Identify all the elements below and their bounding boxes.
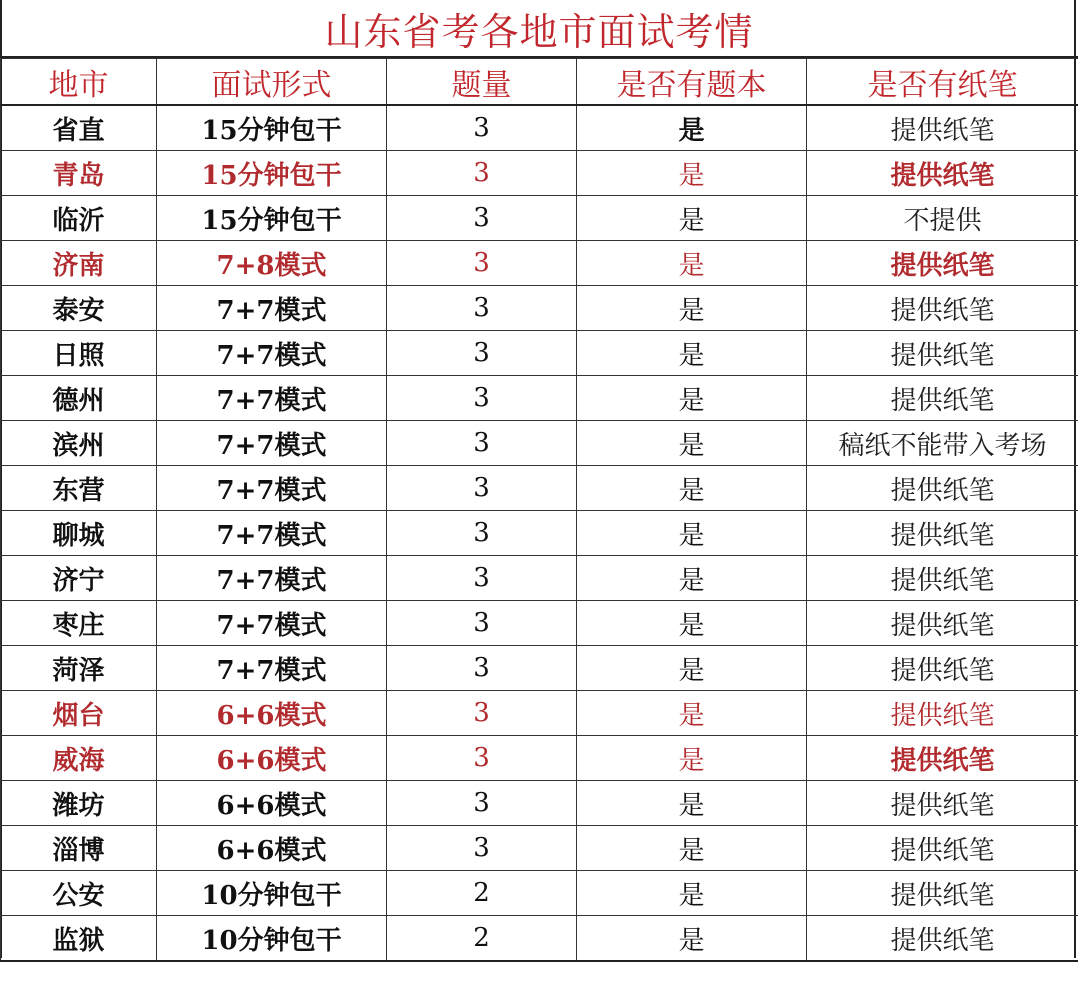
mode-cell: 7+7模式 [157,376,387,421]
mode-cell: 7+8模式 [157,241,387,286]
city-cell: 监狱 [1,916,157,962]
pen-cell: 提供纸笔 [807,376,1078,421]
pen-cell: 提供纸笔 [807,241,1078,286]
mode-cell: 7+7模式 [157,421,387,466]
pen-cell: 提供纸笔 [807,105,1078,151]
city-cell: 滨州 [1,421,157,466]
pen-cell: 提供纸笔 [807,871,1078,916]
qty-cell: 3 [387,241,577,286]
table-row [1,826,1078,871]
book-cell: 是 [577,691,807,736]
pen-cell: 提供纸笔 [807,331,1078,376]
book-cell: 是 [577,331,807,376]
mode-cell: 6+6模式 [157,826,387,871]
book-cell: 是 [577,916,807,962]
city-cell: 日照 [1,331,157,376]
pen-cell: 提供纸笔 [807,151,1078,196]
city-cell: 菏泽 [1,646,157,691]
table-row [1,736,1078,781]
mode-cell: 7+7模式 [157,466,387,511]
book-cell: 是 [577,376,807,421]
city-cell: 济宁 [1,556,157,601]
qty-cell: 3 [387,646,577,691]
city-cell: 省直 [1,105,157,151]
table-row [1,646,1078,691]
city-cell: 烟台 [1,691,157,736]
city-cell: 东营 [1,466,157,511]
qty-cell: 3 [387,331,577,376]
book-cell: 是 [577,511,807,556]
qty-cell: 3 [387,781,577,826]
book-cell: 是 [577,196,807,241]
table-row [1,196,1078,241]
header-mode: 面试形式 [157,59,387,106]
mode-cell: 7+7模式 [157,556,387,601]
pen-cell: 提供纸笔 [807,601,1078,646]
mode-cell: 7+7模式 [157,331,387,376]
book-cell: 是 [577,601,807,646]
table-header-row [1,59,1078,106]
pen-cell: 提供纸笔 [807,691,1078,736]
mode-cell: 7+7模式 [157,286,387,331]
mode-cell: 15分钟包干 [157,196,387,241]
city-cell: 德州 [1,376,157,421]
qty-cell: 3 [387,421,577,466]
qty-cell: 2 [387,916,577,962]
mode-cell: 10分钟包干 [157,871,387,916]
mode-cell: 7+7模式 [157,646,387,691]
qty-cell: 3 [387,556,577,601]
table-row [1,871,1078,916]
pen-cell: 不提供 [807,196,1078,241]
pen-cell: 稿纸不能带入考场 [807,421,1078,466]
book-cell: 是 [577,826,807,871]
page-title: 山东省考各地市面试考情 [0,0,1078,58]
city-cell: 淄博 [1,826,157,871]
pen-cell: 提供纸笔 [807,286,1078,331]
city-cell: 泰安 [1,286,157,331]
table-row [1,105,1078,151]
pen-cell: 提供纸笔 [807,466,1078,511]
qty-cell: 3 [387,826,577,871]
table-row [1,601,1078,646]
city-cell: 济南 [1,241,157,286]
pen-cell: 提供纸笔 [807,646,1078,691]
mode-cell: 6+6模式 [157,781,387,826]
book-cell: 是 [577,241,807,286]
mode-cell: 10分钟包干 [157,916,387,962]
table-row [1,151,1078,196]
table-row [1,376,1078,421]
table-row [1,421,1078,466]
table-row [1,916,1078,962]
table-row [1,286,1078,331]
header-city: 地市 [1,59,157,106]
mode-cell: 6+6模式 [157,736,387,781]
city-cell: 公安 [1,871,157,916]
qty-cell: 3 [387,105,577,151]
table-row [1,241,1078,286]
mode-cell: 6+6模式 [157,691,387,736]
city-cell: 威海 [1,736,157,781]
city-cell: 青岛 [1,151,157,196]
qty-cell: 3 [387,691,577,736]
pen-cell: 提供纸笔 [807,916,1078,962]
qty-cell: 3 [387,151,577,196]
qty-cell: 3 [387,286,577,331]
book-cell: 是 [577,421,807,466]
table-row [1,691,1078,736]
qty-cell: 3 [387,376,577,421]
qty-cell: 2 [387,871,577,916]
book-cell: 是 [577,556,807,601]
header-book: 是否有题本 [577,59,807,106]
table-row [1,511,1078,556]
pen-cell: 提供纸笔 [807,736,1078,781]
mode-cell: 15分钟包干 [157,105,387,151]
qty-cell: 3 [387,196,577,241]
qty-cell: 3 [387,511,577,556]
mode-cell: 7+7模式 [157,511,387,556]
table-row [1,556,1078,601]
mode-cell: 15分钟包干 [157,151,387,196]
book-cell: 是 [577,286,807,331]
table-row [1,466,1078,511]
city-cell: 聊城 [1,511,157,556]
qty-cell: 3 [387,601,577,646]
header-pen: 是否有纸笔 [807,59,1078,106]
city-cell: 潍坊 [1,781,157,826]
exam-info-table [0,58,1078,962]
book-cell: 是 [577,736,807,781]
pen-cell: 提供纸笔 [807,556,1078,601]
book-cell: 是 [577,105,807,151]
city-cell: 临沂 [1,196,157,241]
book-cell: 是 [577,466,807,511]
city-cell: 枣庄 [1,601,157,646]
pen-cell: 提供纸笔 [807,511,1078,556]
book-cell: 是 [577,646,807,691]
qty-cell: 3 [387,736,577,781]
pen-cell: 提供纸笔 [807,826,1078,871]
qty-cell: 3 [387,466,577,511]
pen-cell: 提供纸笔 [807,781,1078,826]
mode-cell: 7+7模式 [157,601,387,646]
book-cell: 是 [577,151,807,196]
header-qty: 题量 [387,59,577,106]
table-row [1,781,1078,826]
book-cell: 是 [577,781,807,826]
table-row [1,331,1078,376]
book-cell: 是 [577,871,807,916]
